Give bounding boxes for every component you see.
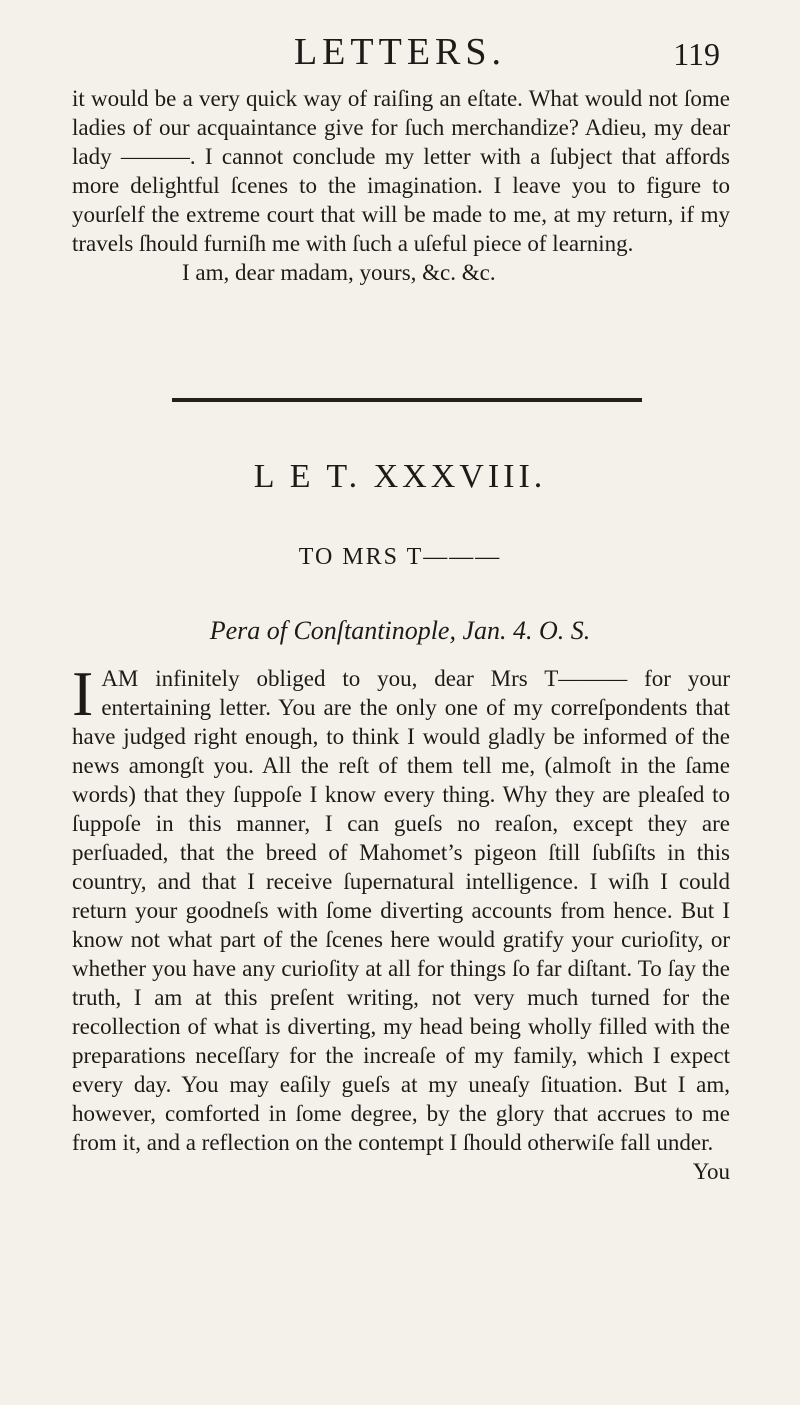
running-title: LETTERS.	[293, 31, 507, 73]
letter-title: L E T. XXXVIII.	[253, 458, 547, 495]
previous-letter-paragraph: it would be a very quick way of raiſing an eſtate. What would not ſome ladies of our acquaintance give for ſuch merchandize? Adieu, my dear lady ———. I cannot conclude my letter with a ſubject that affords more delightful ſcenes to the imagination. I leave you to figure to yourſelf the extreme court that will be made to me, at my return, if my travels ſhould furniſh me with ſuch a uſeful piece of learning.	[72, 86, 730, 256]
letter-body	[72, 658, 730, 1186]
letter-paragraph	[72, 658, 730, 1157]
section-divider	[172, 398, 642, 402]
previous-letter-closing: I am, dear madam, yours, &c. &c.	[182, 260, 496, 285]
catchword: You	[692, 1159, 730, 1184]
page-number: 119	[673, 36, 720, 72]
letter-body-text: AM infinitely obliged to you, dear Mrs T——— for your entertaining letter. You are the only one of my correſpondents that have judged right enough, to think I would gladly be informed of the news amongſt you. All the reſt of them tell me, (almoſt in the ſame words) that they ſuppoſe I know every thing. Why they are pleaſed to ſuppoſe in this manner, I can gueſs no reaſon, except they are perſuaded, that the breed of Mahomet’s pigeon ſtill ſubſiſts in this country, and that I receive ſupernatural intelligence. I wiſh I could return your goodneſs with ſome diverting accounts from hence. But I know not what part of the ſcenes here would gratify your curioſity, or whether you have any curioſity at all for things ſo far diſtant. To ſay the truth, I am at this preſent writing, not very much turned for the recollection of what is diverting, my head being wholly filled with the preparations neceſſary for the increaſe of my family, which I expect every day. You may eaſily gueſs at my uneaſy ſituation. But I am, however, comforted in ſome degree, by the glory that accrues to me from it, and a reflection on the contempt I ſhould otherwiſe fall under.	[72, 666, 730, 1155]
letter-dateline: Pera of Conſtantinople, Jan. 4. O. S.	[209, 616, 591, 645]
running-head	[0, 30, 800, 80]
previous-letter-ending	[72, 84, 730, 287]
drop-cap-initial: I	[72, 658, 94, 729]
letter-recipient: TO MRS T———	[298, 544, 502, 570]
